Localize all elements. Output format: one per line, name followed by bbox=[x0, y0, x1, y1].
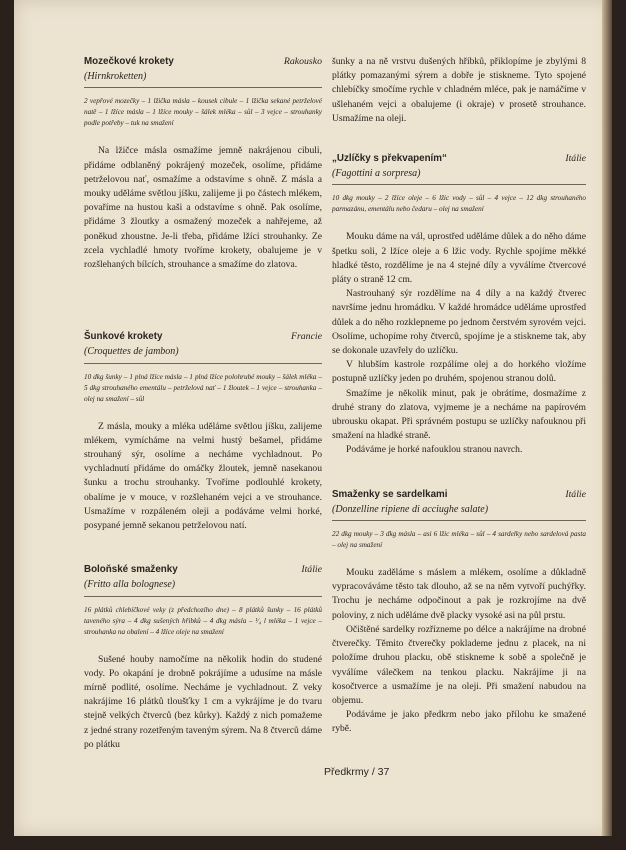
recipe-title: Smaženky se sardelkami bbox=[332, 488, 448, 500]
recipe-title: „Uzlíčky s překvapením“ bbox=[332, 153, 447, 165]
right-column bbox=[332, 55, 586, 737]
recipe-origin: Itálie bbox=[565, 488, 586, 500]
divider bbox=[84, 596, 322, 597]
divider bbox=[332, 520, 586, 521]
recipe-title: Mozečkové krokety bbox=[84, 56, 174, 67]
recipe-header bbox=[84, 330, 322, 344]
book-page bbox=[14, 0, 612, 836]
recipe-paragraph: Nastrouhaný sýr rozdělíme na 4 díly a na každý čtverec navršíme jednu hromádku. V každé hromádce uděláme uprostřed důlek a do něho rozklepneme po jednom čerstvém syrovém vejci. Osolíme, uchopíme rohy čtverců, spojíme je a stiskneme tak, aby se dokonale uzavřely do uzlíčku. bbox=[332, 288, 586, 357]
recipe-subtitle: (Hirnkroketten) bbox=[84, 71, 147, 83]
book-spine-shadow bbox=[602, 0, 612, 836]
page-footer: Předkrmy / 37 bbox=[324, 766, 390, 778]
recipe-ingredients: 2 vepřové mozečky – 1 lžička másla – kousek cibule – 1 lžička sekané petrželové natě – 1 lžíce másla – 1 lžíce mouky – šálek mléka – sůl – 3 vejce – strouhanky podle potřeby – tuk na smažení bbox=[84, 97, 322, 128]
recipe-origin: Francie bbox=[290, 331, 322, 343]
recipe-header bbox=[84, 55, 322, 69]
recipe-origin: Rakousko bbox=[283, 56, 322, 67]
recipe-header bbox=[332, 152, 586, 166]
recipe-paragraph: Na lžičce másla osmažíme jemně nakrájenou cibuli, přidáme odblaněný pokrájený mozeček, osolíme, přidáme petrželovou nať, osmažíme a odstavíme s ohně. Z másla a mouky uděláme světlou jíšku, zalijeme ji po částech mlékem, povaříme na hustou kaši a odstavíme s ohně. Pak osolíme, přidáme 3 žloutky a osmažený mozeček a nahřejeme, až poněkud zhoustne. Je-li třeba, přidáme lžíci strouhanky. Ze zcela vychladlé hmoty tvoříme krokety, obalujeme je v rozšlehaných bílcích, strouhance a smažíme do zlatova. bbox=[84, 145, 322, 271]
recipe-title: Šunkové krokety bbox=[84, 331, 163, 343]
recipe-subtitle: (Fritto alla bolognese) bbox=[84, 579, 176, 591]
left-column bbox=[84, 55, 322, 752]
divider bbox=[332, 184, 586, 185]
recipe-paragraph: Podáváme je jako předkrm nebo jako přílohu ke smažené rybě. bbox=[332, 709, 586, 735]
recipe-subtitle: (Croquettes de jambon) bbox=[84, 346, 179, 358]
recipe-header bbox=[84, 563, 322, 577]
recipe-origin: Itálie bbox=[565, 153, 586, 165]
recipe-paragraph: Očištěné sardelky rozřízneme po délce a nakrájíme na drobné čtverečky. Těmito čtverečky poklademe jednu z placek, na ni položíme druhou placku, obě stiskneme k sobě a společně je vyválíme válečkem na tenkou placku. Nakrájíme ji na kosočtverce a usmažíme je na oleji. Při smažení nabudou na objemu. bbox=[332, 623, 586, 706]
recipe-ingredients: 16 plátků chlebíčkové veky (z předchozího dne) – 8 plátků šunky – 16 plátků taveného sýra – 4 dkg sušených hřibků – 4 dkg másla – ¹⁄₄ l mléka – 1 vejce – strouhanka na obalení – 4 lžíce oleje na smažení bbox=[84, 605, 322, 636]
recipe-smazenky-se-sardelkami bbox=[332, 488, 586, 737]
divider bbox=[84, 87, 322, 88]
recipe-paragraph: Sušené houby namočíme na několik hodin do studené vody. Po okapání je drobně pokrájíme a udusíme na másle mírně podlité, osolíme. Necháme je vychladnout. Z veky nakrájíme 16 plátků tloušťky 1 cm a vykrájíme je do tvaru stejně velkých čtverců (bez kůrky). Každý z nich pomažeme z jedné strany rozetřeným taveným sýrem. Na 8 čtverců dáme po plátku bbox=[84, 653, 322, 750]
recipe-uzlicky-s-prekvapenim bbox=[332, 152, 586, 458]
recipe-paragraph: Z másla, mouky a mléka uděláme světlou jíšku, zalijeme mlékem, vymícháme na velmi hustý bešamel, přidáme strouhaný sýr, osolíme a necháme vychladnout. Po vychladnutí přidáme do omáčky žloutek, jemně nasekanou šunku a trochu strouhanky. Tvoříme podlouhlé krokety, obalíme je v mouce, v rozšlehaném vejci a ve strouhance. Usmažíme v rozpáleném oleji a podáváme velmi horké, posypané jemně sekanou petrželovou natí. bbox=[84, 420, 322, 532]
recipe-mozeckove-krokety bbox=[84, 55, 322, 272]
recipe-paragraph: Mouku dáme na vál, uprostřed uděláme důlek a do něho dáme špetku soli, 2 lžíce oleje a 6 lžic vody. Rychle spojíme měkké hladké těsto, rozdělíme je na 4 stejné díly a vyválíme čtvercové pláty o straně 12 cm. bbox=[332, 231, 586, 286]
recipe-origin: Itálie bbox=[301, 564, 322, 576]
recipe-paragraph: Mouku zaděláme s máslem a mlékem, osolíme a důkladně vypracováváme těsto tak dlouho, až se na něm vytvoří puchýřky. Trochu je necháme odpočinout a pak je rozkrojíme na dvě poloviny, z nich uděláme dvě placky vysoké asi na půl prstu. bbox=[332, 567, 586, 621]
recipe-continuation: šunky a na ně vrstvu dušených hříbků, přiklopíme je zbylými 8 plátky pomazanými sýrem a dobře je stiskneme. Tyto spojené chlebíčky smočíme rychle v chladném mléce, pak je namáčíme v ušlehaném vejci a obalujeme (i okraje) v prosetě strouhance. Usmažíme na oleji. bbox=[332, 56, 586, 124]
recipe-paragraph: Smažíme je několik minut, pak je obrátíme, dosmažíme z druhé strany do zlatova, vyjmeme je a necháme na papírovém ubrousku okapat. Při správném postupu se uzlíčky nafouknou při smažení na hladké straně. bbox=[332, 387, 586, 442]
recipe-paragraph: V hlubším kastrole rozpálíme olej a do horkého vložíme postupně uzlíčky jeden po druhém, spojenou stranou dolů. bbox=[332, 359, 586, 385]
recipe-title: Boloňské smaženky bbox=[84, 564, 178, 576]
recipe-subtitle: (Fagottini a sorpresa) bbox=[332, 168, 421, 180]
recipe-header bbox=[332, 488, 586, 502]
recipe-ingredients: 10 dkg šunky – 1 plná lžíce másla – 1 plná lžíce polohrubé mouky – šálek mléka – 5 dkg strouhaného ementálu – petrželová nať – 1 žloutek – 1 vejce – strouhanka – olej na smažení – sůl bbox=[84, 372, 322, 403]
recipe-ingredients: 22 dkg mouky – 3 dkg másla – asi 6 lžic mléka – sůl – 4 sardelky nebo sardelová pasta – olej na smažení bbox=[332, 530, 586, 550]
divider bbox=[84, 363, 322, 364]
recipe-subtitle: (Donzelline ripiene di acciughe salate) bbox=[332, 503, 489, 515]
recipe-ingredients: 10 dkg mouky – 2 lžíce oleje – 6 lžic vody – sůl – 4 vejce – 12 dkg strouhaného parmazánu, ementálu nebo čedaru – olej na smažení bbox=[332, 194, 586, 214]
recipe-paragraph: Podáváme je horké nafouklou stranou navrch. bbox=[346, 444, 523, 456]
recipe-sunkove-krokety bbox=[84, 330, 322, 533]
recipe-bolonske-smazenky bbox=[84, 563, 322, 752]
